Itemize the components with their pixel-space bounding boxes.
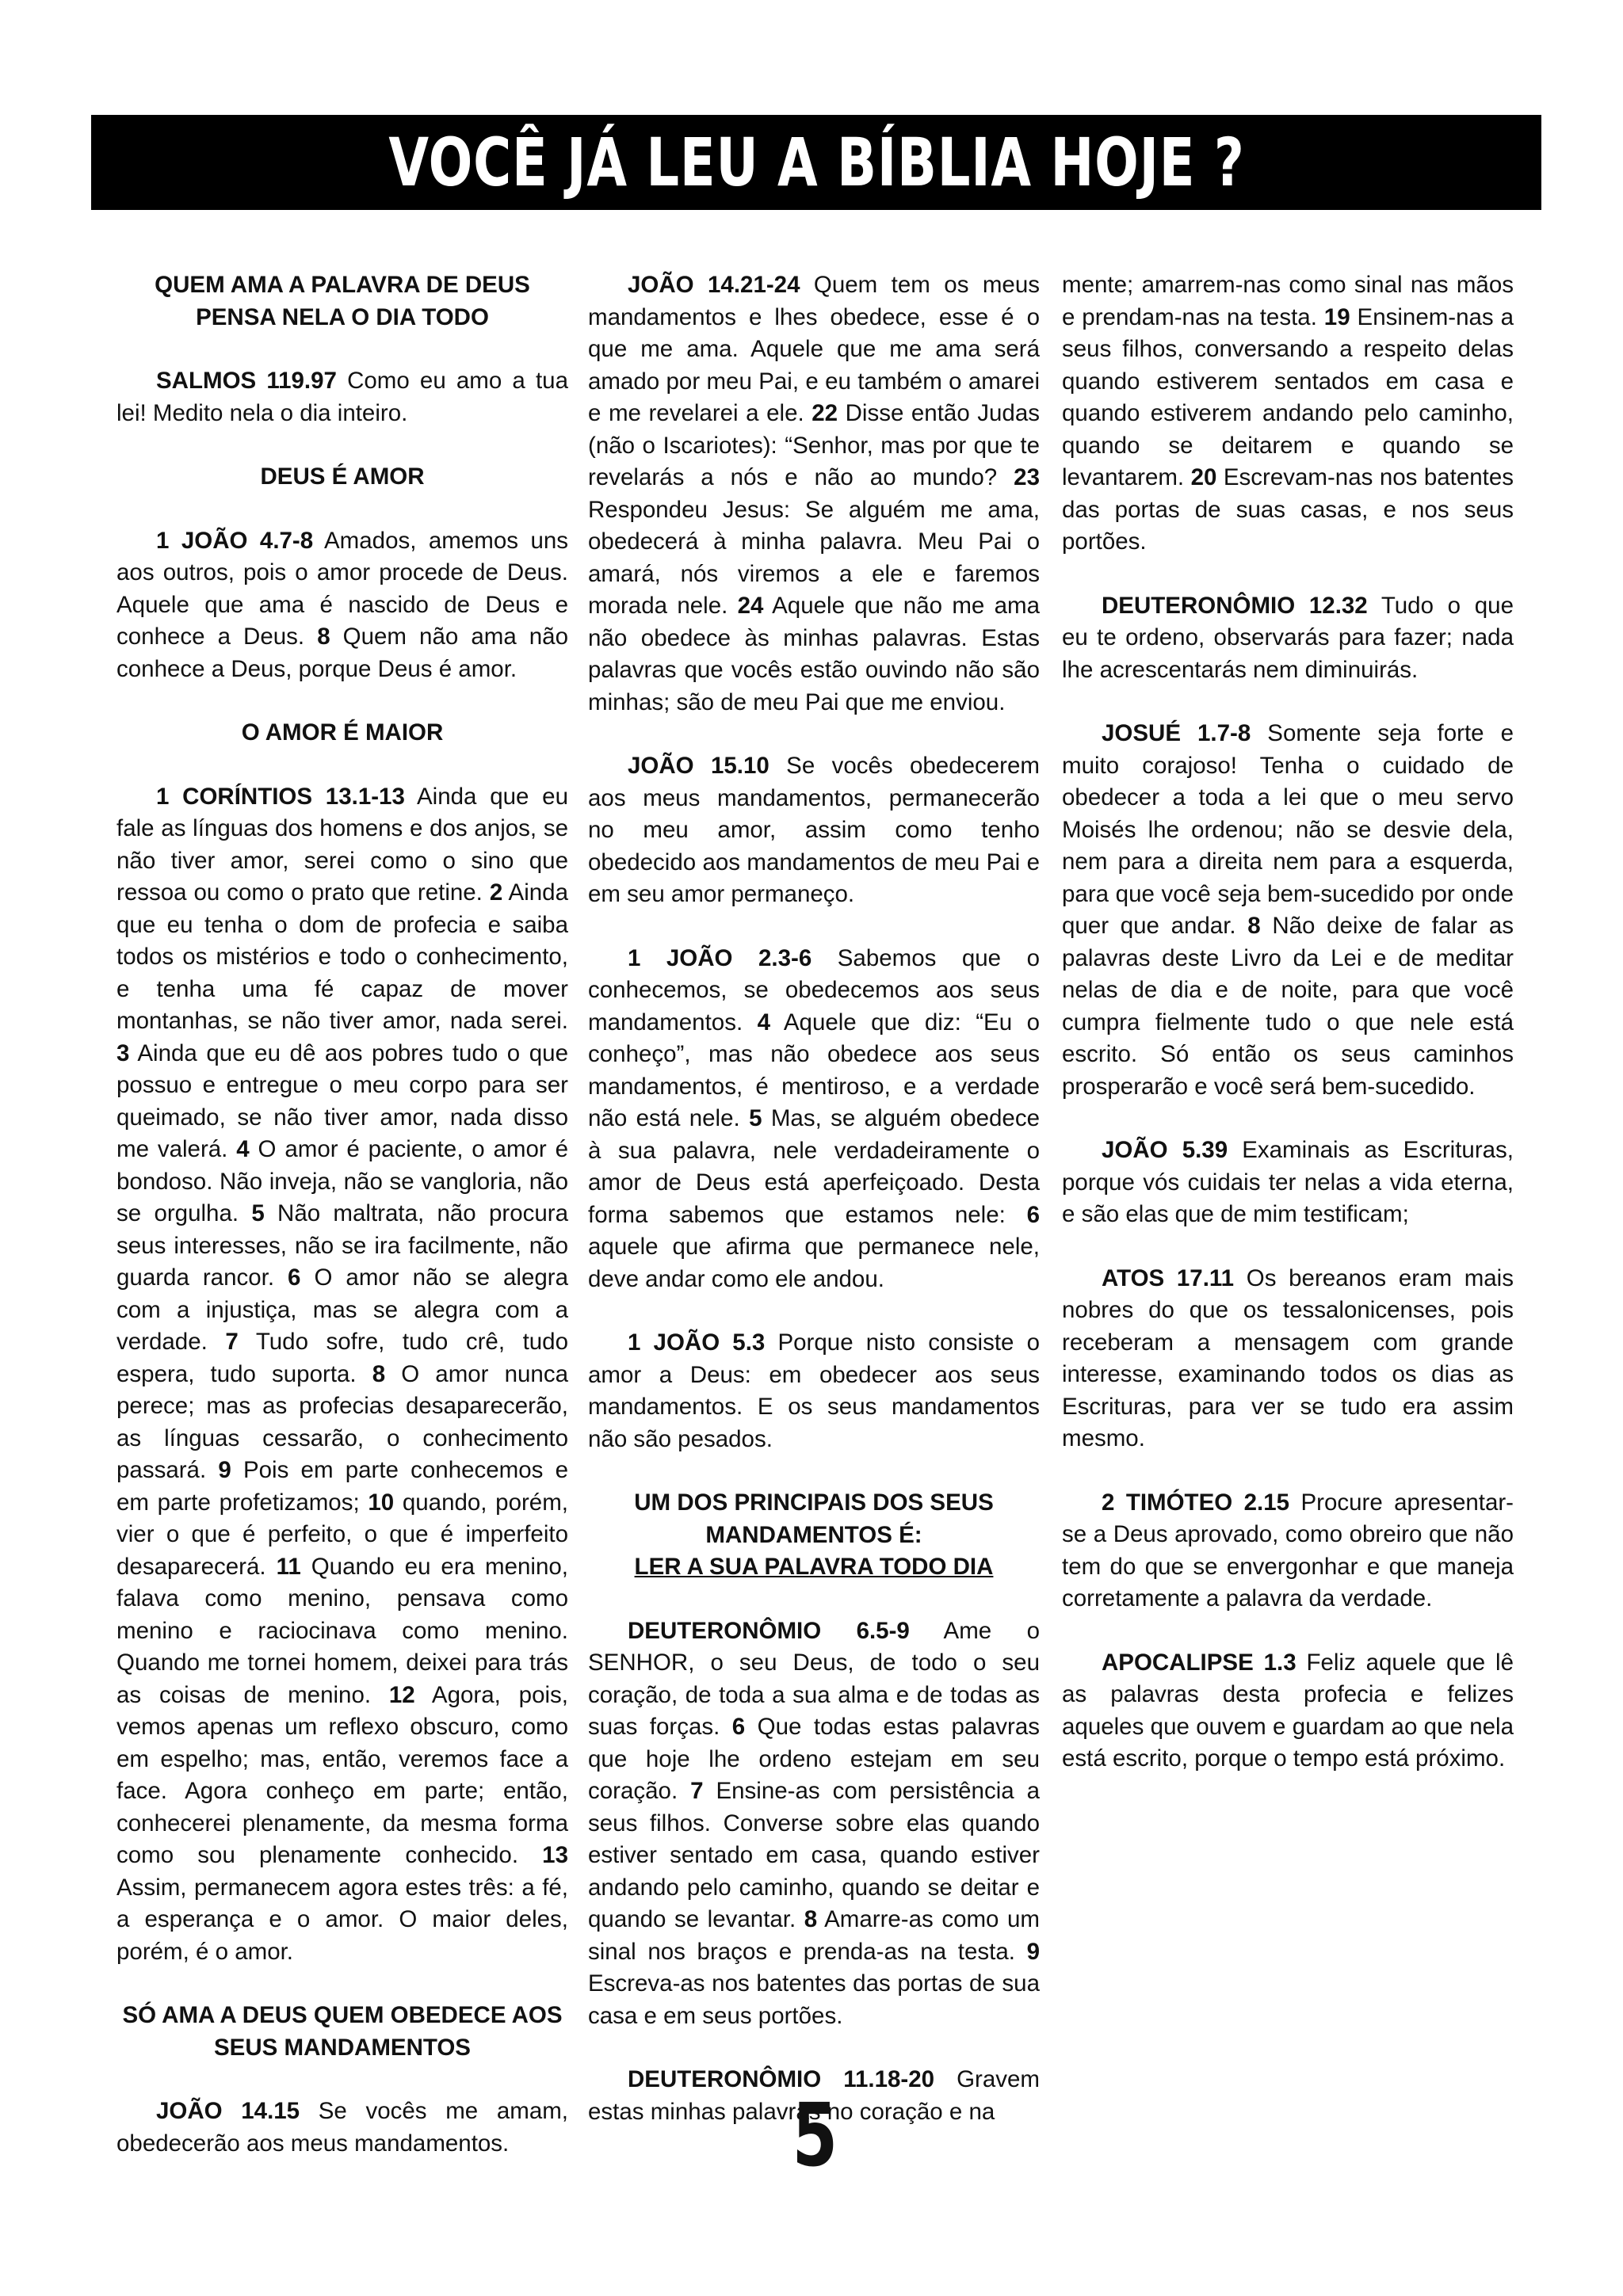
verse-text: Somente seja forte e muito corajoso! Tenha o cuidado de obedecer a toda a lei que o meu servo Moisés lhe ordenou; não se desvie dela, nem para a direita nem para a esquerda, para que você seja bem-sucedido por onde quer que andar.: [1062, 720, 1514, 939]
verse-text: Escrevam-nas nos batentes das portas de suas casas, e nos seus portões.: [1062, 464, 1514, 555]
verse-reference: JOÃO 14.15: [156, 2098, 300, 2124]
verse-reference: APOCALIPSE 1.3: [1102, 1649, 1296, 1676]
verse-number: 10: [368, 1489, 395, 1516]
verse-text: Porque nisto consiste o amor a Deus: em obedecer aos seus mandamentos. E os seus mandamentos não são pesados.: [588, 1329, 1040, 1452]
verse-reference: JOÃO 15.10: [628, 753, 769, 779]
verse-text: Procure apresentar-se a Deus aprovado, como obreiro que não tem do que se envergonhar e que maneja corretamente a palavra da verdade.: [1062, 1489, 1514, 1611]
verse-number: 6: [288, 1264, 301, 1291]
verse-reference: JOÃO 5.39: [1102, 1137, 1228, 1163]
verse-number: 6: [1026, 1201, 1040, 1228]
verse-text: Assim, permanecem agora estes três: a fé, a esperança e o amor. O maior deles, porém, é o amor.: [116, 1874, 568, 1965]
verse-number: 9: [1026, 1938, 1040, 1965]
verse-paragraph: [1062, 1647, 1514, 1775]
verse-text: Tudo o que eu te ordeno, observarás para fazer; nada lhe acrescentarás nem diminuirás.: [1062, 592, 1514, 683]
verse-paragraph: [588, 269, 1040, 719]
verse-number: 22: [812, 400, 838, 426]
verse-reference: SALMOS 119.97: [156, 368, 337, 394]
verse-number: 4: [236, 1136, 250, 1162]
verse-paragraph: [588, 943, 1040, 1296]
verse-paragraph: [1062, 1487, 1514, 1615]
verse-number: 4: [757, 1009, 771, 1035]
verse-text: Como eu amo a tua lei! Medito nela o dia inteiro.: [116, 368, 568, 426]
verse-text: Que todas estas palavras que hoje lhe ordeno estejam em seu coração.: [588, 1714, 1040, 1804]
section-heading: O AMOR É MAIOR: [241, 719, 444, 746]
verse-text: aquele que afirma que permanece nele, deve andar como ele andou.: [588, 1234, 1040, 1292]
verse-text: Aquele que diz: “Eu o conheço”, mas não obedece aos seus mandamentos, é mentiroso, e a verdade não está nele.: [588, 1009, 1040, 1131]
verse-paragraph: [1062, 269, 1514, 559]
verse-paragraph: [116, 781, 568, 1969]
verse-number: 19: [1323, 303, 1350, 330]
verse-text: Disse então Judas (não o Iscariotes): “Senhor, mas por que te revelarás a nós e não ao mundo?: [588, 400, 1040, 490]
verse-number: 8: [317, 624, 330, 650]
verse-text: Aquele que não me ama não obedece às minhas palavras. Estas palavras que vocês estão ouvindo não são minhas; são de meu Pai que me enviou.: [588, 593, 1040, 715]
verse-reference: ATOS 17.11: [1102, 1264, 1235, 1291]
verse-text: Tudo sofre, tudo crê, tudo espera, tudo suporta.: [116, 1329, 568, 1387]
verse-number: 7: [225, 1329, 239, 1355]
verse-text: Respondeu Jesus: Se alguém me ama, obedecerá à minha palavra. Meu Pai o amará, nós viremos a ele e faremos morada nele.: [588, 496, 1040, 619]
column-3: [1062, 269, 1514, 1775]
verse-text: Ame o SENHOR, o seu Deus, de todo o seu coração, de toda a sua alma e de todas as suas forças.: [588, 1617, 1040, 1740]
verse-text: Amados, amemos uns aos outros, pois o amor procede de Deus. Aquele que ama é nascido de Deus e conhece a Deus.: [116, 527, 569, 650]
verse-number: 24: [737, 593, 764, 619]
verse-text: Se vocês obedecerem aos meus mandamentos, permanecerão no meu amor, assim como tenho obedecido aos mandamentos de meu Pai e em seu amor permaneço.: [588, 753, 1040, 907]
verse-text: Quem tem os meus mandamentos e lhes obedece, esse é o que me ama. Aquele que me ama será amado por meu Pai, e eu também o amarei e me revelarei a ele.: [588, 272, 1040, 426]
verse-paragraph: [116, 365, 568, 429]
verse-number: 2: [489, 879, 503, 906]
verse-number: 9: [218, 1457, 231, 1483]
verse-paragraph: [1062, 1135, 1514, 1231]
heading-line: UM DOS PRINCIPAIS DOS SEUS MANDAMENTOS É:: [634, 1489, 994, 1548]
verse-text: Ensine-as com persistência a seus filhos. Converse sobre elas quando estiver sentado em casa, quando estiver andando pelo caminho, quando se deitar e quando se levantar.: [588, 1778, 1041, 1932]
verse-number: 12: [388, 1681, 415, 1708]
verse-text: Mas, se alguém obedece à sua palavra, nele verdadeiramente o amor de Deus está aperfeiçoado. Desta forma sabemos que estamos nele:: [588, 1105, 1040, 1228]
verse-paragraph: [1062, 1263, 1514, 1455]
verse-paragraph: [588, 750, 1040, 911]
verse-text: Ainda que eu dê aos pobres tudo o que possuo e entregue o meu corpo para ser queimado, se não tiver amor, nada disso me valerá.: [116, 1039, 568, 1162]
column-1: [116, 269, 568, 2160]
verse-reference: 1 JOÃO 5.3: [628, 1329, 766, 1356]
verse-text: mente; amarrem-nas como sinal nas mãos e prendam-nas na testa.: [1062, 272, 1514, 330]
verse-text: Não maltrata, não procura seus interesses, não se ira facilmente, não guarda rancor.: [116, 1200, 568, 1291]
verse-text: Quando eu era menino, falava como menino, pensava como menino e raciocinava como menino. Quando me tornei homem, deixei para trás as coisas de menino.: [116, 1553, 568, 1708]
verse-text: Ainda que eu fale as línguas dos homens e dos anjos, se não tiver amor, serei como o sino que ressoa ou como o prato que retine.: [116, 783, 568, 906]
verse-reference: JOSUÉ 1.7-8: [1102, 720, 1251, 746]
verse-text: Agora, pois, vemos apenas um reflexo obscuro, como em espelho; mas, então, veremos face a face. Agora conheço em parte; então, conhecerei plenamente, da mesma forma como sou plenamente conhecido.: [116, 1681, 568, 1868]
verse-number: 8: [1247, 913, 1261, 939]
section-heading: SÓ AMA A DEUS QUEM OBEDECE AOS SEUS MANDAMENTOS: [122, 2002, 563, 2061]
verse-paragraph: [116, 2096, 568, 2160]
verse-text: O amor não se alegra com a injustiça, mas se alegra com a verdade.: [116, 1264, 568, 1355]
verse-paragraph: [588, 1327, 1040, 1455]
section-heading: QUEM AMA A PALAVRA DE DEUS PENSA NELA O DIA TODO: [155, 272, 530, 330]
section-heading: DEUS É AMOR: [260, 463, 425, 490]
verse-number: 20: [1190, 464, 1217, 490]
verse-text: O amor nunca perece; mas as profecias desaparecerão, as línguas cessarão, o conhecimento passará.: [116, 1360, 568, 1483]
verse-paragraph: [588, 1615, 1040, 2033]
verse-text: Não deixe de falar as palavras deste Livro da Lei e de meditar nelas de dia e de noite, para que você cumpra fielmente tudo o que nele está escrito. Só então os seus caminhos prosperarão e você será bem-sucedido.: [1062, 913, 1514, 1100]
verse-paragraph: [1062, 718, 1514, 1103]
verse-text: Ensinem-nas a seus filhos, conversando a respeito delas quando estiverem sentados em casa e quando estiverem andando pelo caminho, quando se deitarem e quando se levantarem.: [1062, 303, 1514, 490]
section-heading: [588, 1487, 1040, 1584]
verse-text: Sabemos que o conhecemos, se obedecemos aos seus mandamentos.: [588, 944, 1040, 1035]
verse-number: 5: [251, 1200, 265, 1226]
verse-text: Examinais as Escrituras, porque vós cuidais ter nelas a vida eterna, e são elas que de mim testificam;: [1062, 1137, 1514, 1227]
verse-text: O amor é paciente, o amor é bondoso. Não inveja, não se vangloria, não se orgulha.: [116, 1136, 569, 1226]
verse-text: Quem não ama não conhece a Deus, porque Deus é amor.: [116, 624, 568, 682]
verse-reference: 1 JOÃO 2.3-6: [628, 944, 812, 971]
verse-reference: JOÃO 14.21-24: [628, 272, 800, 298]
verse-reference: 1 CORÍNTIOS 13.1-13: [156, 783, 405, 810]
column-2: [588, 269, 1040, 2128]
verse-text: Pois em parte conhecemos e em parte profetizamos;: [116, 1457, 568, 1516]
verse-reference: DEUTERONÔMIO 6.5-9: [628, 1617, 910, 1644]
verse-reference: DEUTERONÔMIO 12.32: [1102, 592, 1368, 619]
verse-number: 8: [804, 1906, 818, 1932]
verse-reference: 2 TIMÓTEO 2.15: [1102, 1489, 1290, 1516]
verse-paragraph: [116, 525, 568, 686]
verse-text: Amarre-as como um sinal nos braços e prenda-as na testa.: [588, 1906, 1040, 1965]
verse-number: 6: [731, 1714, 746, 1740]
verse-reference: DEUTERONÔMIO 11.18-20: [628, 2066, 935, 2092]
verse-number: 23: [1014, 464, 1040, 490]
page-title: VOCÊ JÁ LEU A BÍBLIA HOJE ?: [388, 124, 1245, 201]
verse-text: Escreva-as nos batentes das portas de sua casa e em seus portões.: [588, 1970, 1040, 2029]
verse-number: 13: [542, 1842, 568, 1868]
verse-number: 7: [690, 1778, 704, 1804]
verse-text: Ainda que eu tenha o dom de profecia e saiba todos os mistérios e todo o conhecimento, e tenha uma fé capaz de mover montanhas, se não tiver amor, nada serei.: [116, 879, 568, 1034]
verse-text: Os bereanos eram mais nobres do que os tessalonicenses, pois receberam a mensagem com grande interesse, examinando todos os dias as Escrituras, para ver se tudo era assim mesmo.: [1062, 1264, 1514, 1451]
title-banner: [91, 115, 1541, 210]
verse-text: Gravem estas minhas palavras no coração e na: [588, 2066, 1040, 2125]
verse-paragraph: [1062, 590, 1514, 687]
page-number: 5: [792, 2084, 838, 2186]
verse-reference: 1 JOÃO 4.7-8: [156, 527, 314, 554]
verse-number: 8: [372, 1360, 386, 1387]
verse-text: Feliz aquele que lê as palavras desta profecia e felizes aqueles que ouvem e guardam ao que nela está escrito, porque o tempo está próximo.: [1062, 1649, 1514, 1772]
verse-text: quando, porém, vier o que é perfeito, o que é imperfeito desaparecerá.: [116, 1489, 568, 1580]
verse-number: 3: [116, 1039, 130, 1066]
verse-text: Se vocês me amam, obedecerão aos meus mandamentos.: [116, 2098, 568, 2157]
verse-number: 5: [749, 1105, 762, 1131]
verse-number: 11: [276, 1553, 301, 1580]
heading-underlined-line: LER A SUA PALAVRA TODO DIA: [634, 1554, 994, 1580]
